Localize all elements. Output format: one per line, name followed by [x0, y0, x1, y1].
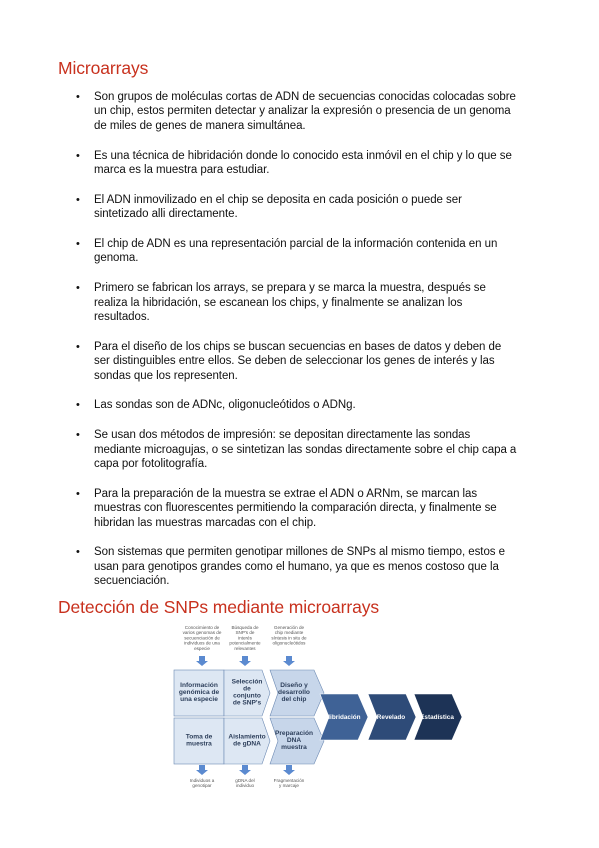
top-note: [183, 625, 222, 651]
top-note-line: Generación de: [273, 625, 305, 630]
top-note-line: chip mediante: [274, 630, 304, 636]
bullet-line: ser distinguibles entre ellos. Se deben de seleccionar los genes de interés y las: [94, 355, 495, 368]
top-row-label: [278, 682, 310, 703]
bullet-line: genoma.: [94, 252, 139, 265]
bullet-item: [58, 428, 548, 471]
bullet-dot: •: [76, 399, 80, 412]
top-note-line: Búsqueda de: [231, 625, 259, 630]
top-row-label-line: desarrollo: [278, 689, 310, 696]
down-arrow-icon: [283, 656, 295, 666]
bottom-row-label-line: de gDNA: [233, 740, 261, 748]
bottom-row-label-line: Preparación: [274, 730, 314, 737]
process-step-label-line: Hibridación: [325, 714, 361, 721]
bullet-line: Se usan dos métodos de impresión: se depositan directamente las sondas: [94, 429, 471, 442]
bottom-row-label-line: DNA: [286, 737, 302, 744]
bullet-line: usan para genotipos grandes como el humano, ya que es menos costoso que la: [94, 560, 499, 573]
process-step-label-line: Revelado: [376, 714, 406, 721]
down-arrow-icon: [239, 765, 251, 775]
bottom-note-line: Individuos a: [189, 778, 215, 783]
bullet-line: marca es la muestra para estudiar.: [94, 164, 270, 177]
process-step-label: [325, 714, 360, 721]
top-note: [271, 625, 307, 646]
bullet-item: [58, 398, 548, 412]
bottom-note: [235, 778, 254, 788]
bullet-dot: •: [76, 238, 80, 251]
top-note-line: varios genomas de: [182, 630, 222, 636]
bullet-line: de miles de genes de manera simultánea.: [94, 119, 306, 132]
top-row-label-line: Información: [180, 682, 218, 689]
bullet-line: capa por fotolitografía.: [94, 458, 208, 471]
bottom-note-line: gDNA del: [235, 778, 255, 783]
section-title-snps: Detección de SNPs mediante microarrays: [58, 597, 380, 617]
bullet-item: [58, 545, 548, 588]
bottom-row-label-line: Aislamiento: [228, 733, 266, 741]
bullet-item: [58, 487, 548, 530]
top-note-line: individuos de una: [184, 640, 220, 646]
bullet-line: mediante microagujas, o se sintetizan las sondas directamente sobre el chip capa a: [94, 443, 517, 456]
bottom-note-line: y marcaje: [279, 783, 299, 789]
bullet-line: El chip de ADN es una representación parcial de la información contenida en un: [94, 238, 498, 251]
bullet-list: [58, 90, 548, 604]
bullet-line: sintetizado alli directamente.: [94, 208, 238, 221]
top-note-line: Conocimiento de: [184, 625, 220, 630]
snp-workflow-diagram: [170, 622, 465, 794]
bullet-line: realiza la hibridación, se escanean los chips, y finalmente se analizan los: [94, 296, 463, 309]
section-title-microarrays: Microarrays: [58, 58, 149, 78]
bullet-line: Para la preparación de la muestra se extrae el ADN o ARNm, se marcan las: [94, 487, 478, 500]
workflow-svg: [170, 622, 465, 794]
top-note-line: síntesis in situ de: [271, 635, 307, 641]
bullet-line: Para el diseño de los chips se buscan secuencias en bases de datos y deben de: [94, 340, 502, 353]
top-row-label-line: de SNP's: [232, 699, 262, 707]
top-row-label-line: Selección: [231, 678, 263, 686]
top-note-line: oligonucleótidos: [272, 640, 306, 646]
bullet-line: sondas que los representen.: [94, 369, 238, 382]
top-note-line: secuenciación de: [184, 635, 220, 641]
top-note-line: SNP's de: [235, 630, 255, 636]
down-arrow-icon: [283, 765, 295, 775]
top-note-line: potencialmente: [229, 640, 261, 646]
top-row-label-line: genómica de: [178, 689, 220, 696]
bullet-line: Son grupos de moléculas cortas de ADN de secuencias conocidas colocadas sobre: [94, 91, 516, 103]
bullet-line: secuenciación.: [94, 575, 170, 588]
bullet-line: Es una técnica de hibridación donde lo conocido esta inmóvil en el chip y lo que se: [94, 149, 512, 162]
bullet-dot: •: [76, 340, 80, 353]
top-note: [229, 625, 261, 651]
top-row-label: [179, 682, 220, 703]
bullet-item: [58, 193, 548, 222]
down-arrow-icon: [239, 656, 251, 666]
top-row-label-line: Diseño y: [280, 682, 308, 689]
bullet-dot: •: [76, 149, 80, 162]
bullet-dot: •: [76, 429, 80, 442]
bottom-note-line: Fragmentación: [273, 778, 305, 783]
top-row-label-line: conjunto: [233, 692, 261, 700]
bullet-line: resultados.: [94, 311, 150, 324]
top-note-line: interés: [238, 635, 252, 641]
bullet-item: [58, 149, 548, 178]
bullet-item: [58, 340, 548, 383]
bottom-note-line: individuo: [235, 783, 255, 789]
bullet-line: Primero se fabrican los arrays, se prepara y se marca la muestra, después se: [94, 282, 486, 295]
bullet-line: hibridan las muestras marcadas con el chip.: [94, 516, 317, 529]
bullet-dot: •: [76, 91, 80, 103]
top-row-label-line: del chip: [281, 696, 307, 703]
bullet-line: Son sistemas que permiten genotipar millones de SNPs al mismo tiempo, estos e: [94, 546, 505, 559]
bullet-line: Las sondas son de ADNc, oligonucleótidos o ADNg.: [94, 399, 356, 412]
top-note-line: especie: [194, 645, 210, 651]
process-step-label-line: Estadística: [420, 714, 454, 721]
process-step-label: [377, 714, 406, 721]
bullet-dot: •: [76, 487, 80, 500]
bottom-row-label-line: muestra: [186, 740, 212, 748]
bullet-item: [58, 237, 548, 266]
bottom-note: [190, 778, 215, 788]
bullet-item: [58, 281, 548, 324]
bottom-note: [274, 778, 305, 788]
process-step-label: [420, 714, 454, 721]
top-row-label: [232, 679, 263, 707]
bottom-row-label: [186, 734, 213, 748]
top-row-label-line: de: [243, 685, 251, 693]
down-arrow-icon: [196, 656, 208, 666]
bullet-line: El ADN inmovilizado en el chip se deposita en cada posición o puede ser: [94, 193, 462, 206]
bottom-note-line: genotipar: [192, 783, 212, 789]
bottom-row-label-line: Toma de: [185, 733, 213, 741]
bullet-line: un chip, estos permiten detectar y analizar la expresión o presencia de un genoma: [94, 105, 511, 118]
down-arrow-icon: [196, 765, 208, 775]
bottom-row-label-line: muestra: [281, 744, 307, 751]
bullet-dot: •: [76, 193, 80, 206]
bullet-item: [58, 90, 548, 133]
bullet-line: muestras con fluorescentes permitiendo la comparación directa, y finalmente se: [94, 502, 497, 515]
bullet-dot: •: [76, 546, 80, 559]
bullet-dot: •: [76, 282, 80, 295]
bottom-row-label: [228, 734, 265, 748]
top-note-line: relevantes: [234, 645, 256, 651]
top-row-label-line: una especie: [180, 696, 218, 703]
